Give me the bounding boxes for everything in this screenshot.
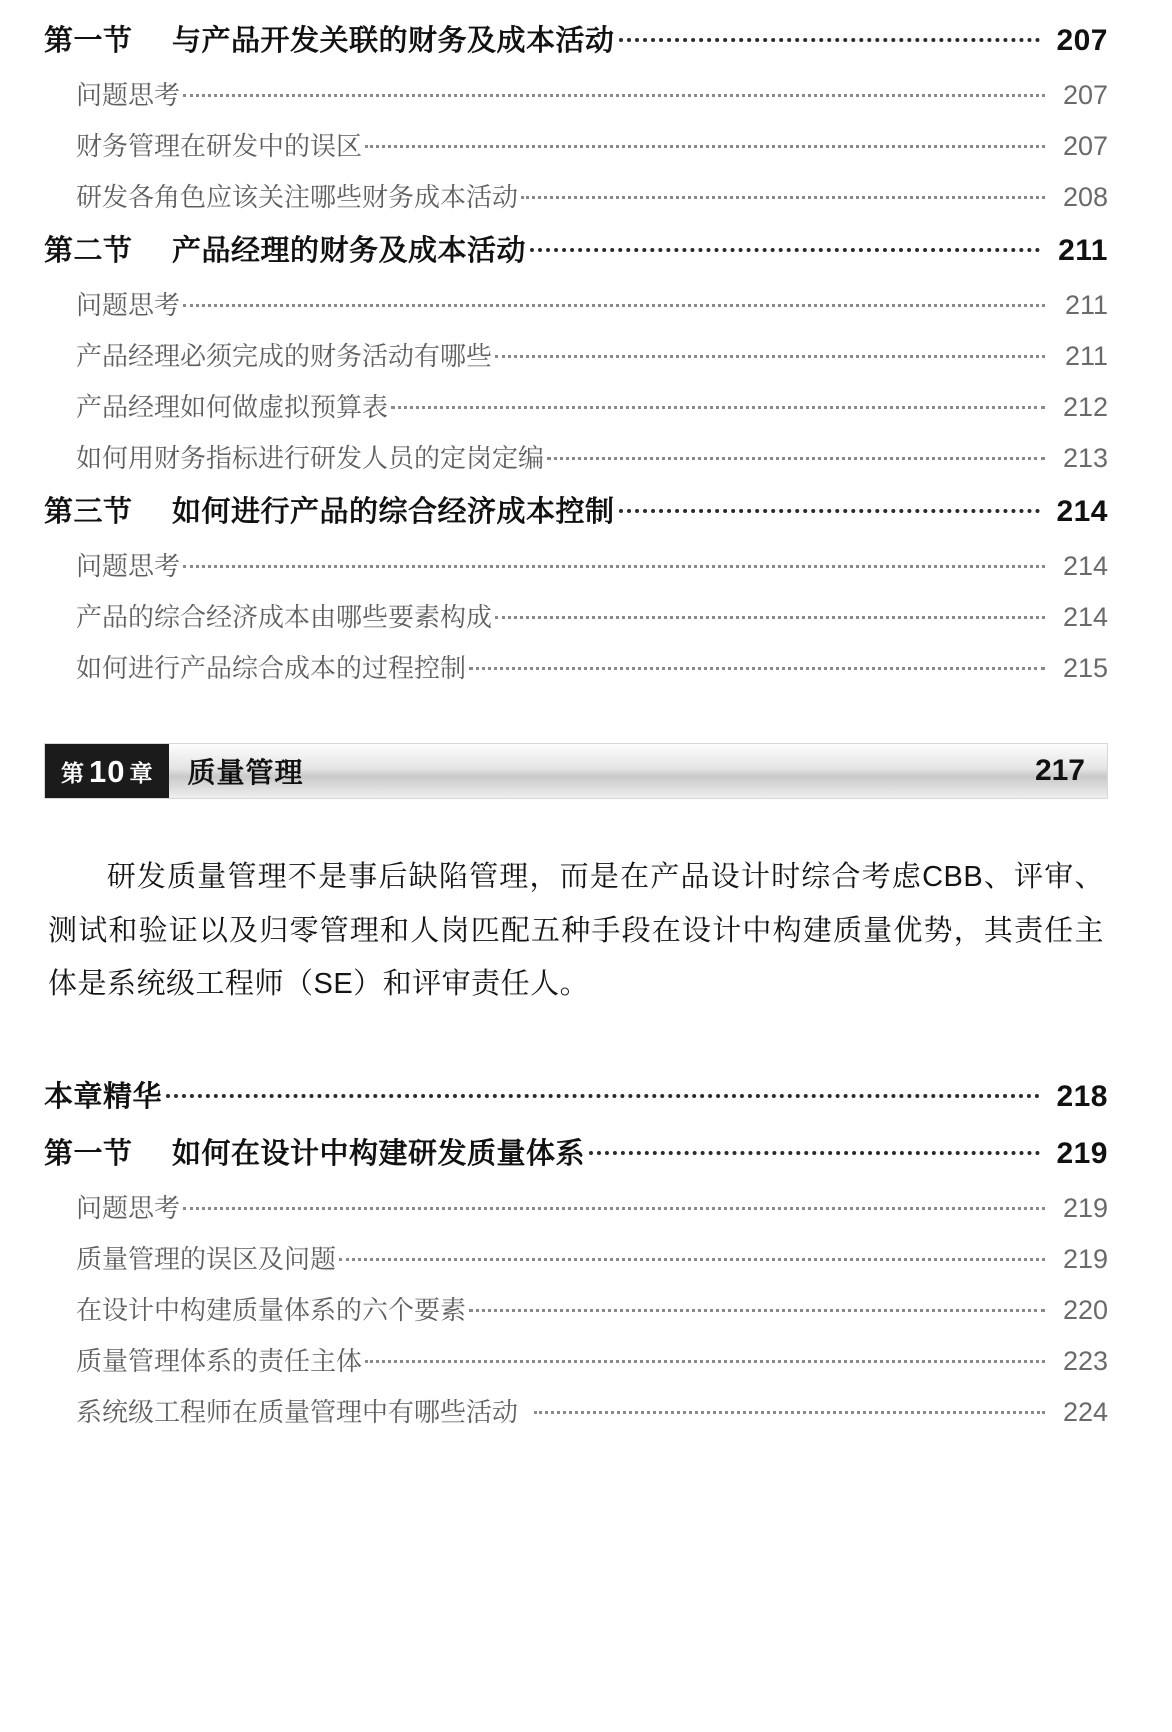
- toc-section-row[interactable]: [44, 1074, 1108, 1115]
- toc-sub-row[interactable]: [44, 387, 1108, 424]
- page-number: 212: [1062, 392, 1108, 422]
- page-number: 219: [1056, 1136, 1108, 1170]
- toc-section-row[interactable]: [44, 1131, 1108, 1172]
- leader-dots: [619, 509, 1040, 513]
- page-number: 214: [1056, 495, 1108, 528]
- page-number: 211: [1064, 341, 1108, 371]
- leader-dots: [183, 94, 1045, 97]
- toc-sub-row[interactable]: [44, 438, 1108, 475]
- page-number: 214: [1062, 551, 1108, 581]
- sub-title: 财务管理在研发中的误区: [76, 131, 363, 161]
- leader-dots: [183, 565, 1045, 568]
- leader-dots: [521, 196, 1045, 199]
- page-number: 207: [1056, 24, 1108, 57]
- section-number: 第一节: [44, 25, 133, 57]
- page-number: 211: [1058, 234, 1108, 267]
- chapter-title: 质量管理: [187, 757, 304, 788]
- section-number: 第三节: [44, 496, 133, 528]
- page-number: 224: [1062, 1396, 1108, 1427]
- leader-dots: [534, 1411, 1045, 1414]
- toc-section-row[interactable]: [44, 18, 1108, 59]
- sub-title: 质量管理体系的责任主体: [76, 1345, 363, 1376]
- toc-list-bottom: [44, 1074, 1108, 1429]
- toc-sub-row[interactable]: [44, 1392, 1108, 1429]
- toc-list-top: [44, 18, 1108, 685]
- toc-sub-row[interactable]: [44, 546, 1108, 583]
- toc-sub-row[interactable]: [44, 1341, 1108, 1378]
- sub-title: 系统级工程师在质量管理中有哪些活动: [76, 1396, 519, 1427]
- section-number: 第一节: [44, 1137, 133, 1170]
- leader-dots: [495, 616, 1045, 619]
- sub-title: 质量管理的误区及问题: [76, 1243, 337, 1274]
- section-title: 如何进行产品的综合经济成本控制: [172, 496, 615, 528]
- toc-sub-row[interactable]: [44, 1239, 1108, 1276]
- leader-dots: [183, 1207, 1045, 1210]
- section-title: 产品经理的财务及成本活动: [172, 235, 527, 267]
- chapter-tag: [45, 744, 169, 798]
- toc-sub-row[interactable]: [44, 1188, 1108, 1225]
- leader-dots: [166, 1094, 1040, 1098]
- sub-title: 问题思考: [76, 290, 181, 320]
- page-number: 211: [1064, 290, 1108, 320]
- leader-dots: [365, 145, 1045, 148]
- section-title: 如何在设计中构建研发质量体系: [172, 1137, 586, 1170]
- chapter-intro-text: 研发质量管理不是事后缺陷管理，而是在产品设计时综合考虑CBB、评审、测试和验证以及归零管理和人岗匹配五种手段在设计中构建质量优势，其责任主体是系统级工程师（SE）和评审责任人。: [48, 861, 1104, 1001]
- chapter-intro-paragraph: [48, 851, 1104, 1012]
- leader-dots: [365, 1360, 1045, 1363]
- sub-title: 在设计中构建质量体系的六个要素: [76, 1294, 467, 1325]
- chapter-tag-number: 10: [89, 753, 126, 789]
- sub-title: 问题思考: [76, 1192, 181, 1223]
- toc-sub-row[interactable]: [44, 1290, 1108, 1327]
- toc-sub-row[interactable]: [44, 75, 1108, 112]
- sub-title: 产品的综合经济成本由哪些要素构成: [76, 602, 493, 632]
- chapter-page-number: 217: [1034, 754, 1085, 787]
- toc-sub-row[interactable]: [44, 648, 1108, 685]
- leader-dots: [469, 667, 1045, 670]
- leader-dots: [530, 248, 1040, 252]
- chapter-banner[interactable]: [44, 743, 1108, 799]
- sub-title: 如何进行产品综合成本的过程控制: [76, 653, 467, 683]
- sub-title: 产品经理必须完成的财务活动有哪些: [76, 341, 493, 371]
- sub-title: 问题思考: [76, 80, 181, 110]
- toc-sub-row[interactable]: [44, 597, 1108, 634]
- page-number: 207: [1062, 80, 1108, 110]
- spacer: [44, 1012, 1108, 1074]
- toc-sub-row[interactable]: [44, 177, 1108, 214]
- chapter-tag-suffix: 章: [129, 759, 154, 786]
- page-number: 218: [1056, 1079, 1108, 1113]
- sub-title: 产品经理如何做虚拟预算表: [76, 392, 389, 422]
- leader-dots: [495, 355, 1045, 358]
- leader-dots: [183, 304, 1045, 307]
- toc-sub-row[interactable]: [44, 336, 1108, 373]
- section-number: 第二节: [44, 235, 133, 267]
- page-number: 213: [1062, 443, 1108, 473]
- page-number: 219: [1062, 1243, 1108, 1274]
- sub-title: 如何用财务指标进行研发人员的定岗定编: [76, 443, 545, 473]
- leader-dots: [589, 1151, 1040, 1155]
- page-number: 214: [1062, 602, 1108, 632]
- chapter-tag-prefix: 第: [61, 759, 85, 786]
- page-number: 208: [1062, 182, 1108, 212]
- leader-dots: [619, 38, 1040, 42]
- toc-section-row[interactable]: [44, 489, 1108, 530]
- toc-sub-row[interactable]: [44, 285, 1108, 322]
- section-number: 本章精华: [44, 1080, 163, 1113]
- sub-title: 研发各角色应该关注哪些财务成本活动: [76, 182, 519, 212]
- leader-dots: [469, 1309, 1045, 1312]
- toc-section-row[interactable]: [44, 228, 1108, 269]
- toc-sub-row[interactable]: [44, 126, 1108, 163]
- section-title: 与产品开发关联的财务及成本活动: [172, 25, 615, 57]
- page-number: 219: [1062, 1192, 1108, 1223]
- leader-dots: [391, 406, 1045, 409]
- page-number: 207: [1062, 131, 1108, 161]
- page-number: 223: [1062, 1345, 1108, 1376]
- page-number: 220: [1062, 1294, 1108, 1325]
- leader-dots: [547, 457, 1045, 460]
- leader-dots: [339, 1258, 1045, 1261]
- sub-title: 问题思考: [76, 551, 181, 581]
- page-number: 215: [1062, 653, 1108, 683]
